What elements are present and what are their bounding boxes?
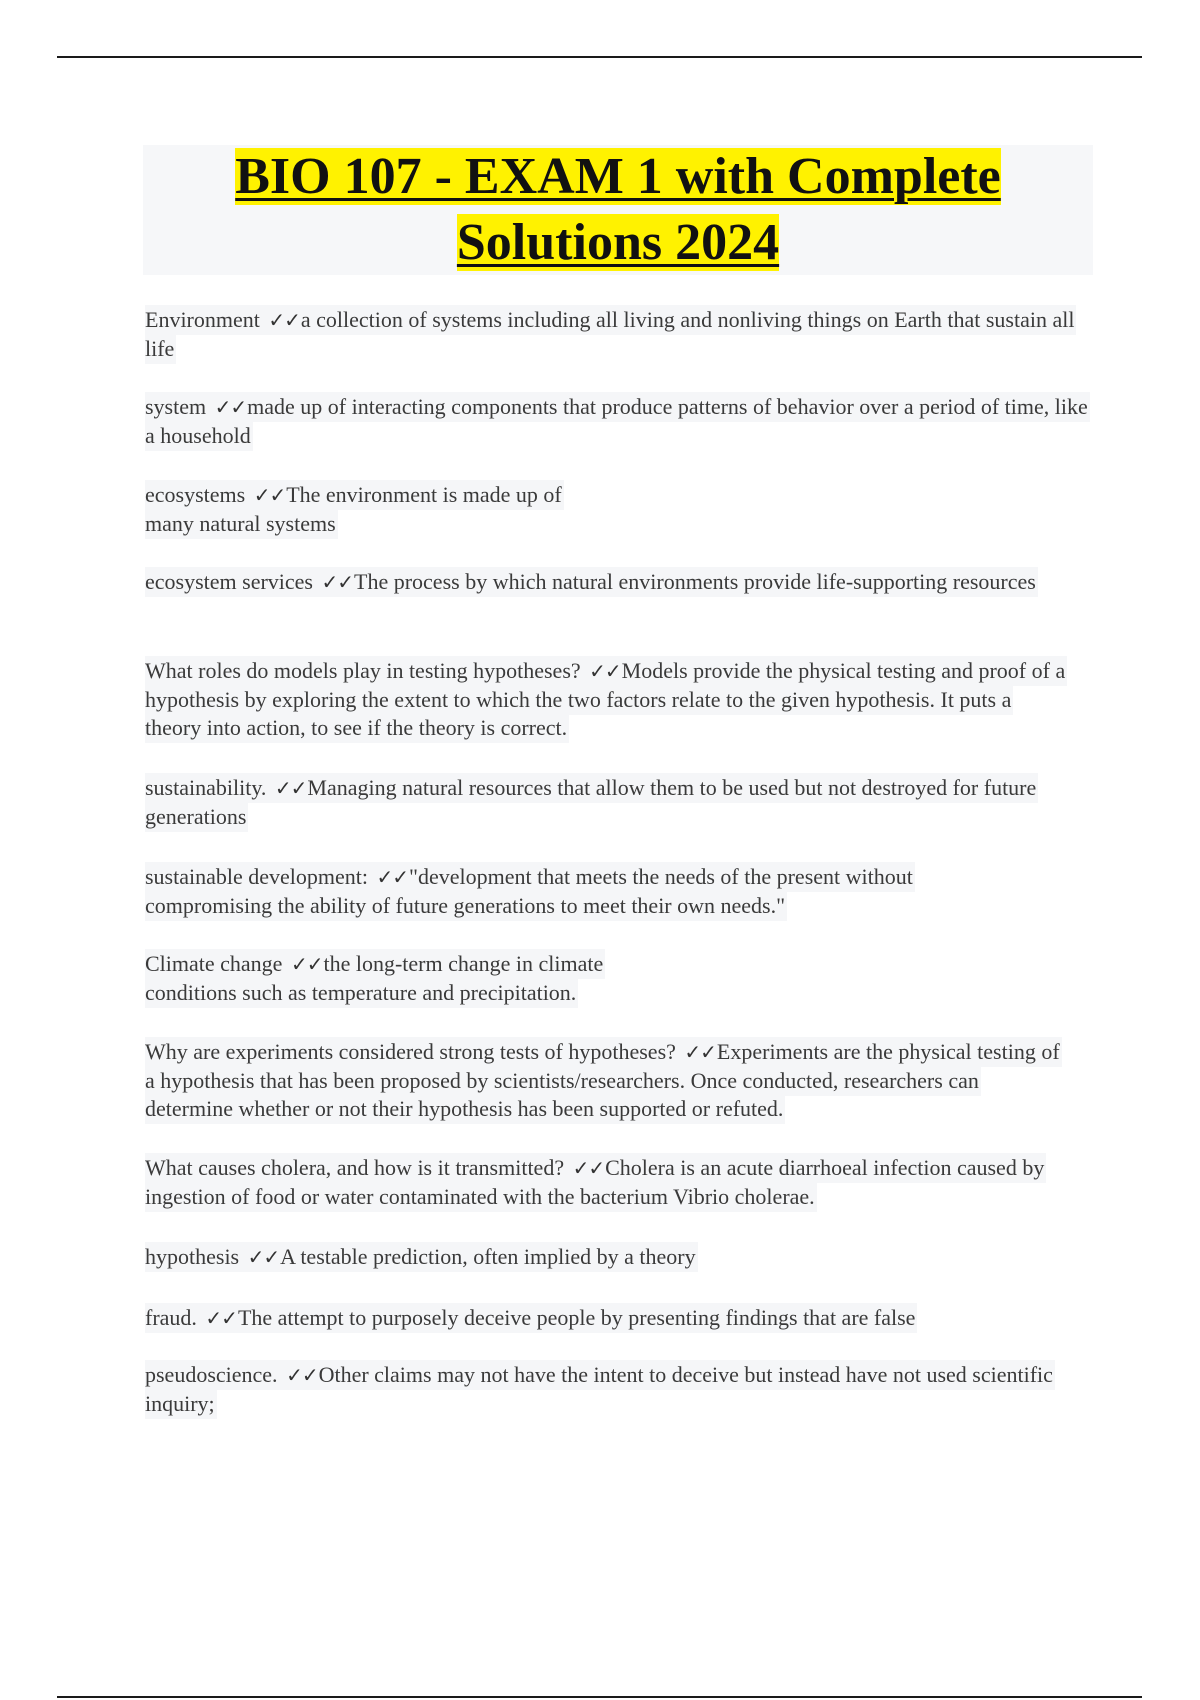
entry xyxy=(145,950,1095,1007)
entry-definition: "development that meets the needs of the present without compromising the ability of future generations to meet their own needs." xyxy=(145,864,913,918)
double-check-icon: ✓✓ xyxy=(205,1306,237,1330)
double-check-icon: ✓✓ xyxy=(572,1156,605,1180)
double-check-icon: ✓✓ xyxy=(214,395,247,419)
title-wrap xyxy=(143,144,1093,276)
page-title-line-2: Solutions 2024 xyxy=(456,214,780,271)
double-check-icon: ✓✓ xyxy=(321,570,354,594)
entry xyxy=(145,1038,1070,1124)
double-check-icon: ✓✓ xyxy=(290,952,323,976)
bottom-rule xyxy=(57,1696,1142,1698)
double-check-icon: ✓✓ xyxy=(684,1040,716,1064)
double-check-icon: ✓✓ xyxy=(253,483,286,507)
entry xyxy=(145,568,1045,597)
double-check-icon: ✓✓ xyxy=(247,1245,280,1269)
entry-term: system xyxy=(145,394,207,419)
entry-definition: The process by which natural environments provide life-supporting resources xyxy=(354,569,1036,594)
entry xyxy=(145,1243,1095,1272)
entry xyxy=(145,657,1070,743)
entry-definition: A testable prediction, often implied by a theory xyxy=(280,1244,696,1269)
entry xyxy=(145,774,1090,831)
entry xyxy=(145,306,1085,363)
entry-definition: a collection of systems including all living and nonliving things on Earth that sustain all life xyxy=(145,307,1075,361)
top-rule xyxy=(57,56,1142,58)
title-block xyxy=(143,145,1093,275)
entry-term: pseudoscience. xyxy=(145,1362,278,1387)
entry-definition: made up of interacting components that produce patterns of behavior over a period of time, like a household xyxy=(145,394,1088,448)
entry-term: Environment xyxy=(145,307,260,332)
entry-definition: Managing natural resources that allow them to be used but not destroyed for future generations xyxy=(145,775,1037,829)
page-title-line-1: BIO 107 - EXAM 1 with Complete xyxy=(235,148,1001,205)
entry xyxy=(145,393,1095,450)
entry-definition: The environment is made up of xyxy=(286,482,562,507)
entry xyxy=(145,863,1045,920)
entry xyxy=(145,1361,1070,1418)
double-check-icon: ✓✓ xyxy=(268,308,300,332)
double-check-icon: ✓✓ xyxy=(589,659,621,683)
double-check-icon: ✓✓ xyxy=(376,865,409,889)
entry-term: What roles do models play in testing hypotheses? xyxy=(145,658,581,683)
entry-definition: Other claims may not have the intent to deceive but instead have not used scientific inquiry; xyxy=(145,1362,1053,1416)
entry-definition: Experiments are the physical testing of a hypothesis that has been proposed by scientists/researchers. Once conducted, researchers can determine whether or not their hypothesis has been supported or refuted. xyxy=(145,1039,1060,1121)
entry-term: ecosystem services xyxy=(145,569,313,594)
entry-definition: The attempt to purposely deceive people by presenting findings that are false xyxy=(237,1305,916,1330)
entry-term: What causes cholera, and how is it transmitted? xyxy=(145,1155,565,1180)
double-check-icon: ✓✓ xyxy=(286,1363,318,1387)
entry-term: sustainable development: xyxy=(145,864,368,889)
entry-term: Why are experiments considered strong tests of hypotheses? xyxy=(145,1039,676,1064)
entry-term: ecosystems xyxy=(145,482,246,507)
entry xyxy=(145,481,1095,538)
entry-term: Climate change xyxy=(145,951,283,976)
entry xyxy=(145,1154,1055,1211)
entry-term: fraud. xyxy=(145,1305,197,1330)
entry-definition-continued: many natural systems xyxy=(145,510,336,536)
entry-definition: Cholera is an acute diarrhoeal infection caused by ingestion of food or water contaminated with the bacterium Vibrio cholerae. xyxy=(145,1155,1045,1209)
entry-definition-continued: conditions such as temperature and precipitation. xyxy=(145,979,577,1005)
entry-definition: Models provide the physical testing and proof of a hypothesis by exploring the extent to which the two factors relate to the given hypothesis. It puts a theory into action, to see if the theory is correct. xyxy=(145,658,1066,740)
entry-definition: the long-term change in climate xyxy=(323,951,604,976)
entry-term: hypothesis xyxy=(145,1244,240,1269)
entry xyxy=(145,1304,1095,1333)
double-check-icon: ✓✓ xyxy=(274,776,307,800)
entry-term: sustainability. xyxy=(145,775,267,800)
